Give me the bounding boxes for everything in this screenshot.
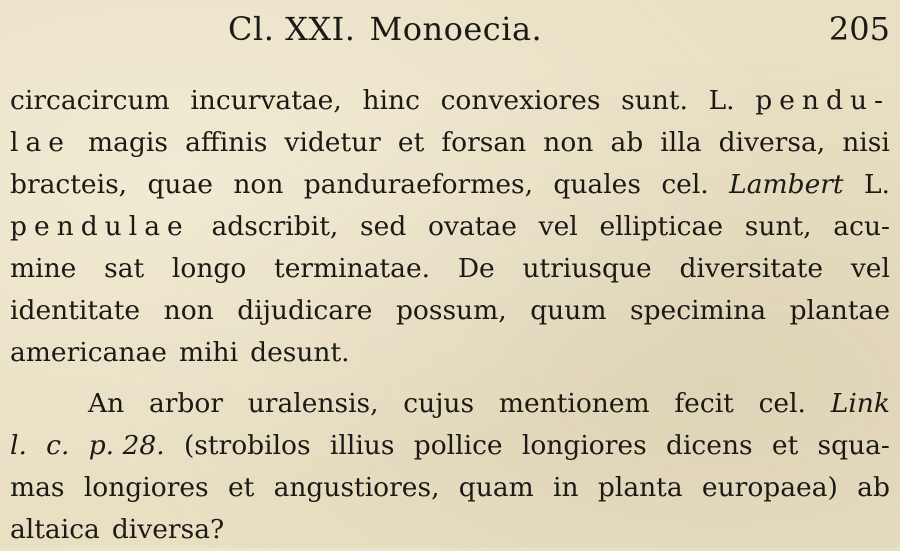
word: L. — [708, 85, 735, 116]
word: pendulae — [10, 211, 190, 242]
word: plantae — [789, 295, 890, 326]
word: cel. — [758, 388, 806, 419]
word: arbor — [148, 388, 223, 419]
text-line — [10, 383, 890, 425]
order-label: Monoecia. — [369, 10, 543, 48]
word: planta — [597, 472, 683, 503]
word: dijudicare — [237, 295, 373, 326]
text-line — [10, 248, 890, 290]
word: c. — [46, 430, 70, 461]
word: et — [227, 472, 255, 503]
word: pollice — [413, 430, 503, 461]
word: identitate — [10, 295, 141, 326]
word: illius — [329, 430, 395, 461]
word: L. — [863, 169, 890, 200]
text-line — [10, 290, 890, 332]
word: et — [771, 430, 799, 461]
word: longo — [171, 253, 247, 284]
word: non — [233, 169, 284, 200]
word: mentionem — [498, 388, 650, 419]
word: De — [457, 253, 495, 284]
word: diversitate — [679, 253, 824, 284]
word: pendu- — [755, 85, 890, 116]
word: Link — [830, 388, 890, 419]
running-title — [228, 10, 542, 48]
word: affinis — [185, 127, 268, 158]
word: sed — [360, 211, 407, 242]
word: adscribit, — [211, 211, 339, 242]
page-number: 205 — [828, 10, 890, 48]
word: Lambert — [729, 169, 844, 200]
word: vel — [538, 211, 578, 242]
word: americanae — [10, 337, 167, 368]
word: altaica — [10, 514, 100, 545]
word: An — [88, 388, 125, 419]
word: quales — [553, 169, 641, 200]
word: cel. — [661, 169, 709, 200]
text-line — [10, 164, 890, 206]
word: p. 28. — [88, 430, 165, 461]
word: ellipticae — [599, 211, 724, 242]
word: non — [163, 295, 214, 326]
word: cujus — [403, 388, 475, 419]
text-line — [10, 206, 890, 248]
word: possum, — [395, 295, 507, 326]
word: utriusque — [522, 253, 652, 284]
word: quam — [458, 472, 534, 503]
word: hinc — [362, 85, 420, 116]
word: vel — [850, 253, 890, 284]
text-line — [10, 80, 890, 122]
word: mas — [10, 472, 65, 503]
word: incurvatae, — [190, 85, 342, 116]
word: bracteis, — [10, 169, 128, 200]
word: terminatae. — [274, 253, 431, 284]
word: uralensis, — [247, 388, 379, 419]
word: angustiores, — [273, 472, 440, 503]
word: l. — [10, 430, 27, 461]
word: ovatae — [428, 211, 517, 242]
word: nisi — [842, 127, 890, 158]
word: non — [543, 127, 594, 158]
word: in — [553, 472, 579, 503]
paragraph-1 — [10, 80, 890, 374]
word: longiores — [83, 472, 209, 503]
text-line — [10, 122, 890, 164]
word: specimina — [629, 295, 767, 326]
word: mihi — [178, 337, 239, 368]
text-line — [10, 332, 890, 374]
word: quae — [147, 169, 213, 200]
body-text — [10, 80, 890, 551]
text-line — [10, 509, 890, 551]
paragraph-2 — [10, 383, 890, 551]
word: mine — [10, 253, 77, 284]
word: ab — [610, 127, 644, 158]
text-line — [10, 467, 890, 509]
word: forsan — [441, 127, 527, 158]
word: squa- — [817, 430, 890, 461]
word: videtur — [284, 127, 381, 158]
word: panduraeformes, — [303, 169, 534, 200]
word: illa — [660, 127, 702, 158]
word: et — [397, 127, 425, 158]
word: sunt. — [621, 85, 688, 116]
word: diversa, — [718, 127, 826, 158]
word: diversa? — [111, 514, 225, 545]
text-line — [10, 425, 890, 467]
word: ab — [857, 472, 890, 503]
word: circacircum — [10, 85, 170, 116]
word: acu- — [833, 211, 890, 242]
word: sat — [104, 253, 145, 284]
word: (strobilos — [183, 430, 311, 461]
word: quum — [530, 295, 607, 326]
word: desunt. — [250, 337, 350, 368]
word: fecit — [674, 388, 734, 419]
class-label: Cl. XXI. — [228, 10, 356, 48]
word: longiores — [521, 430, 647, 461]
word: dicens — [665, 430, 753, 461]
word: magis — [88, 127, 168, 158]
word: lae — [10, 127, 71, 158]
word: sunt, — [744, 211, 812, 242]
word: convexiores — [440, 85, 601, 116]
page-header — [0, 6, 900, 56]
word: europaea) — [701, 472, 838, 503]
